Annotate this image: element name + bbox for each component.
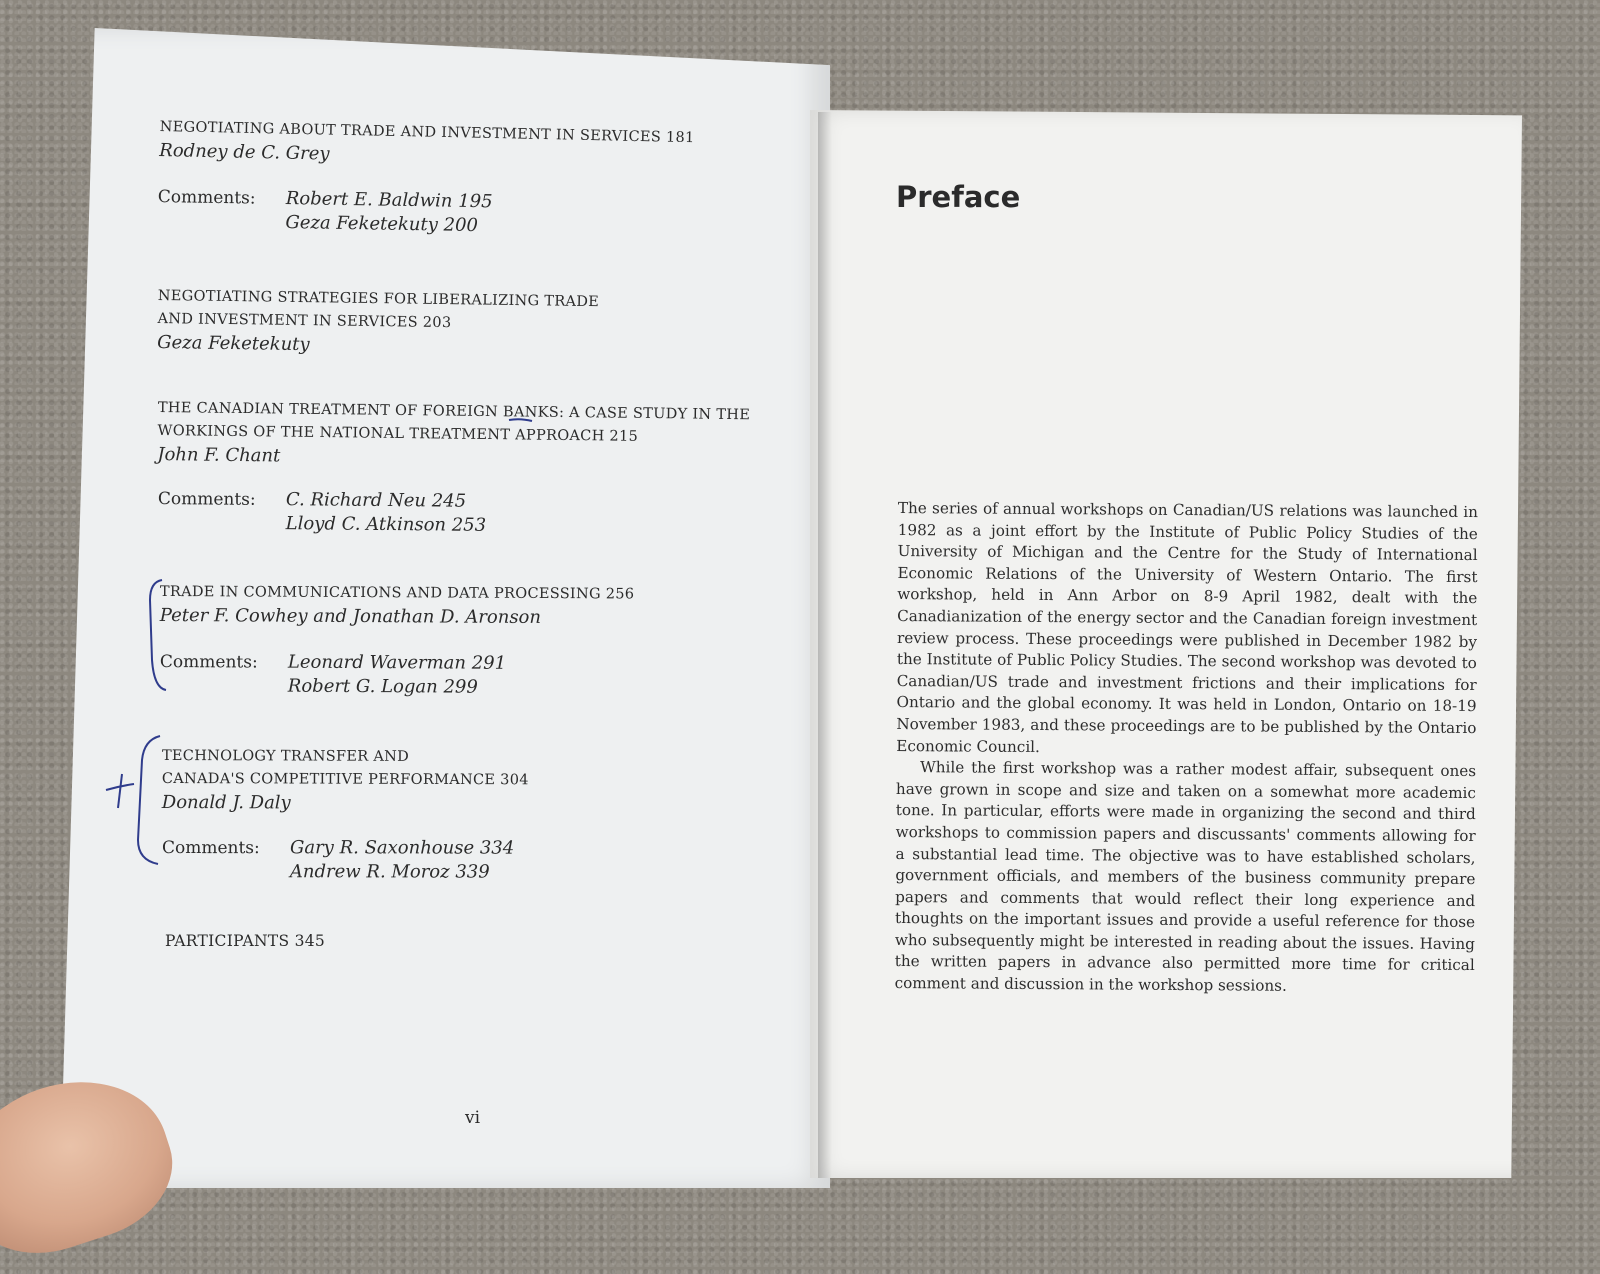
comment-author: Lloyd C. Atkinson 253: [285, 513, 487, 536]
toc-title-line: WORKINGS OF THE NATIONAL TREATMENT APPROACH 215: [157, 422, 639, 445]
toc-author: Rodney de C. Grey: [159, 139, 330, 165]
toc-title: NEGOTIATING ABOUT TRADE AND INVESTMENT IN SERVICES 181: [159, 118, 695, 147]
participants-label: PARTICIPANTS 345: [165, 932, 326, 950]
comment-author: C. Richard Neu 245: [285, 489, 467, 512]
preface-paragraph: The series of annual workshops on Canadian/US relations was launched in 1982 as a joint effort by the Institute of Public Policy Studies of the University of Michigan and the Centre for the Study of International Economic Relations of the University of Western Ontario. The first workshop, held in Ann Arbor on 8-9 April 1982, dealt with the Canadianization of the energy sector and the Canadian foreign investment review process. These proceedings were published in December 1982 by the Institute of Public Policy Studies. The second workshop was devoted to Canadian/US trade and investment frictions and their implications for Ontario and the global economy. It was held in London, Ontario on 18-19 November 1983, and these proceedings are to be published by the Ontario Economic Council.: [896, 498, 1478, 756]
comment-author: Robert G. Logan 299: [287, 675, 478, 698]
toc-title-line: NEGOTIATING STRATEGIES FOR LIBERALIZING TRADE: [157, 287, 600, 311]
toc-author: John F. Chant: [157, 443, 281, 467]
preface-heading: Preface: [896, 180, 1021, 214]
comment-author: Andrew R. Moroz 339: [289, 861, 490, 883]
toc-entry-technology: [162, 745, 529, 815]
toc-title-line: AND INVESTMENT IN SERVICES 203: [157, 310, 452, 332]
toc-author: Donald J. Daly: [161, 791, 291, 814]
toc-title: TRADE IN COMMUNICATIONS AND DATA PROCESSING 256: [159, 583, 635, 603]
comment-author: Robert E. Baldwin 195: [285, 188, 493, 213]
toc-entry-strategies: [157, 285, 599, 360]
toc-entry-banks: [157, 397, 750, 473]
toc-author: Peter F. Cowhey and Jonathan D. Aronson: [159, 604, 542, 628]
toc-author: Geza Feketekuty: [157, 331, 310, 356]
toc-title-line: TECHNOLOGY TRANSFER AND: [161, 748, 410, 765]
comment-author: Geza Feketekuty 200: [285, 212, 479, 237]
preface-body: [895, 498, 1478, 999]
comments-label: Comments:: [159, 652, 258, 673]
comment-author: Gary R. Saxonhouse 334: [289, 837, 515, 859]
comments-label: Comments:: [157, 186, 256, 209]
preface-paragraph: While the first workshop was a rather modest affair, subsequent ones have grown in scope and size and taken on a somewhat more academic tone. In particular, efforts were made in organizing the second and third workshops to commission papers and discussants' comments allowing for a substantial lead time. The objective was to have established scholars, government officials, and members of the business community prepare papers and comments that would reflect their long experience and thoughts on the important issues and provide a useful reference for those who subsequently might be interested in reading about the issues. Having the written papers in advance also permitted more time for critical comment and discussion in the workshop sessions.: [894, 758, 1477, 995]
toc-entry-communications: [160, 581, 635, 629]
toc-comments-services: [157, 185, 492, 237]
toc-title-line: THE CANADIAN TREATMENT OF FOREIGN BANKS: A CASE STUDY IN THE: [157, 399, 751, 424]
comment-author: Leonard Waverman 291: [287, 651, 507, 674]
page-folio: vi: [465, 1108, 481, 1128]
toc-title-line: CANADA'S COMPETITIVE PERFORMANCE 304: [161, 770, 529, 789]
toc-comments-communications: [160, 650, 506, 699]
comments-label: Comments:: [161, 838, 260, 859]
toc-comments-technology: [162, 836, 514, 884]
toc-comments-banks: [158, 487, 487, 537]
toc-participants: [165, 930, 325, 953]
comments-label: Comments:: [157, 488, 256, 510]
book-gutter-shadow: [818, 112, 832, 1178]
